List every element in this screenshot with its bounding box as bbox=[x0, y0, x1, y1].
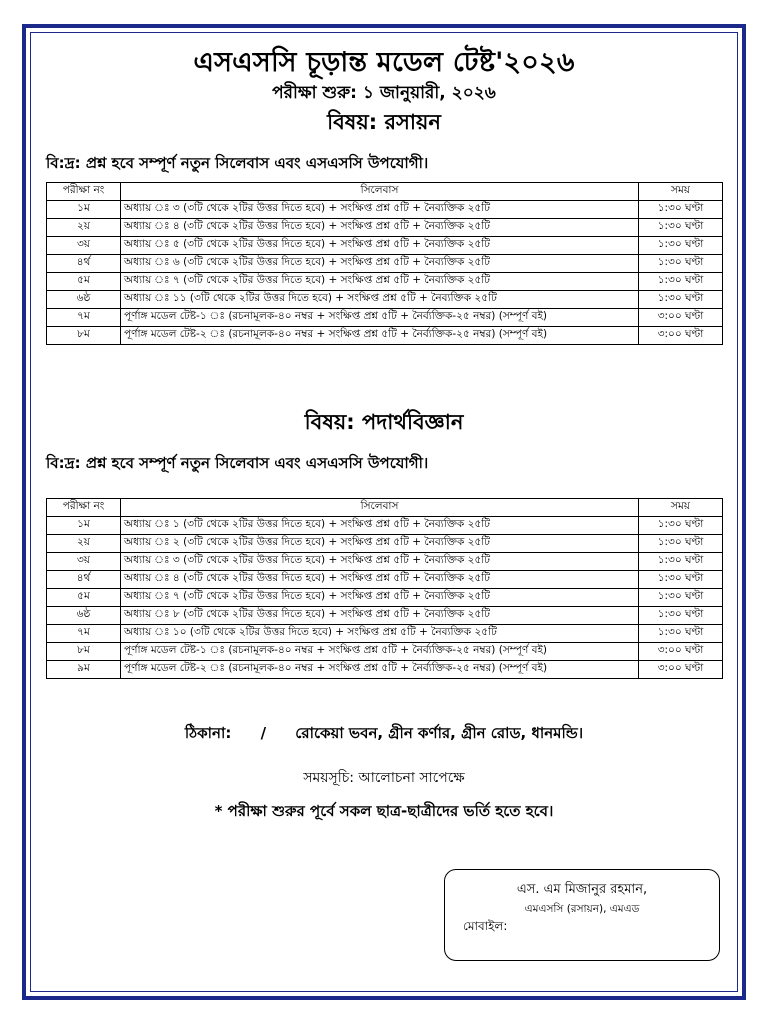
teacher-name: এস. এম মিজানুর রহমান, bbox=[516, 882, 648, 897]
table-row bbox=[47, 535, 723, 553]
syllabus-cell: অধ্যায় ঃ ৪ (৩টি থেকে ২টির উত্তর দিতে হবে) + সংক্ষিপ্ত প্রশ্ন ৫টি + নৈব্যক্তিক ২৫টি bbox=[121, 571, 639, 589]
exam-number-cell: ৩য় bbox=[47, 553, 121, 571]
mobile-label: মোবাইল: bbox=[463, 919, 508, 933]
header-time: সময় bbox=[639, 499, 723, 517]
syllabus-cell: পূর্ণাঙ্গ মডেল টেষ্ট-১ ঃ (রচনামূলক-৪০ নম্বর + সংক্ষিপ্ত প্রশ্ন ৫টি + নৈর্ব্যক্তিক-২৫ নম্বর) (সম্পূর্ণ বই) bbox=[121, 309, 639, 327]
table-row bbox=[47, 625, 723, 643]
table-header-row bbox=[47, 183, 723, 201]
duration-cell: ১:৩০ ঘণ্টা bbox=[639, 291, 723, 309]
syllabus-cell: অধ্যায় ঃ ৭ (৩টি থেকে ২টির উত্তর দিতে হবে) + সংক্ষিপ্ত প্রশ্ন ৫টি + নৈব্যক্তিক ২৫টি bbox=[121, 589, 639, 607]
signature-box bbox=[444, 869, 720, 961]
header-time: সময় bbox=[639, 183, 723, 201]
table-row bbox=[47, 201, 723, 219]
duration-cell: ১:৩০ ঘণ্টা bbox=[639, 201, 723, 219]
subject-chemistry-heading: বিষয়: রসায়ন bbox=[327, 110, 441, 134]
exam-number-cell: ৯ম bbox=[47, 661, 121, 679]
header-exam-no: পরীক্ষা নং bbox=[47, 499, 121, 517]
syllabus-cell: অধ্যায় ঃ ৫ (৩টি থেকে ২টির উত্তর দিতে হবে) + সংক্ষিপ্ত প্রশ্ন ৫টি + নৈব্যক্তিক ২৫টি bbox=[121, 237, 639, 255]
table-row bbox=[47, 553, 723, 571]
table-row bbox=[47, 219, 723, 237]
table-row bbox=[47, 255, 723, 273]
duration-cell: ১:৩০ ঘণ্টা bbox=[639, 607, 723, 625]
syllabus-cell: অধ্যায় ঃ ১ (৩টি থেকে ২টির উত্তর দিতে হবে) + সংক্ষিপ্ত প্রশ্ন ৫টি + নৈব্যক্তিক ২৫টি bbox=[121, 517, 639, 535]
chemistry-schedule-table bbox=[46, 182, 723, 345]
syllabus-cell: অধ্যায় ঃ ৪ (৩টি থেকে ২টির উত্তর দিতে হবে) + সংক্ষিপ্ত প্রশ্ন ৫টি + নৈব্যক্তিক ২৫টি bbox=[121, 219, 639, 237]
table-row bbox=[47, 273, 723, 291]
syllabus-cell: অধ্যায় ঃ ৩ (৩টি থেকে ২টির উত্তর দিতে হবে) + সংক্ষিপ্ত প্রশ্ন ৫টি + নৈব্যক্তিক ২৫টি bbox=[121, 201, 639, 219]
address-line bbox=[30, 722, 738, 747]
syllabus-cell: পূর্ণাঙ্গ মডেল টেষ্ট-২ ঃ (রচনামূলক-৪০ নম্বর + সংক্ষিপ্ত প্রশ্ন ৫টি + নৈর্ব্যক্তিক-২৫ নম্বর) (সম্পূর্ণ বই) bbox=[121, 327, 639, 345]
address-separator: / bbox=[260, 724, 267, 742]
duration-cell: ১:৩০ ঘণ্টা bbox=[639, 273, 723, 291]
table-row bbox=[47, 327, 723, 345]
table-row bbox=[47, 589, 723, 607]
table-row bbox=[47, 237, 723, 255]
exam-number-cell: ৭ম bbox=[47, 309, 121, 327]
syllabus-cell: অধ্যায় ঃ ১০ (৩টি থেকে ২টির উত্তর দিতে হবে) + সংক্ষিপ্ত প্রশ্ন ৫টি + নৈব্যক্তিক ২৫টি bbox=[121, 625, 639, 643]
header-syllabus: সিলেবাস bbox=[121, 499, 639, 517]
duration-cell: ১:৩০ ঘণ্টা bbox=[639, 535, 723, 553]
duration-cell: ৩:০০ ঘণ্টা bbox=[639, 327, 723, 345]
page-title: এসএসসি চূড়ান্ত মডেল টেষ্ট'২০২৬ bbox=[193, 47, 575, 78]
table-row bbox=[47, 517, 723, 535]
table-row bbox=[47, 309, 723, 327]
address-value: রোকেয়া ভবন, গ্রীন কর্ণার, গ্রীন রোড, ধানমন্ডি। bbox=[295, 724, 584, 742]
duration-cell: ৩:০০ ঘণ্টা bbox=[639, 309, 723, 327]
exam-number-cell: ৮ম bbox=[47, 327, 121, 345]
chemistry-note: বি:দ্র: প্রশ্ন হবে সম্পূর্ণ নতুন সিলেবাস এবং এসএসসি উপযোগী। bbox=[46, 154, 429, 172]
duration-cell: ১:৩০ ঘণ্টা bbox=[639, 255, 723, 273]
duration-cell: ১:৩০ ঘণ্টা bbox=[639, 625, 723, 643]
syllabus-cell: পূর্ণাঙ্গ মডেল টেষ্ট-১ ঃ (রচনামূলক-৪০ নম্বর + সংক্ষিপ্ত প্রশ্ন ৫টি + নৈর্ব্যক্তিক-২৫ নম্বর) (সম্পূর্ণ বই) bbox=[121, 643, 639, 661]
duration-cell: ১:৩০ ঘণ্টা bbox=[639, 553, 723, 571]
syllabus-cell: অধ্যায় ঃ ৮ (৩টি থেকে ২টির উত্তর দিতে হবে) + সংক্ষিপ্ত প্রশ্ন ৫টি + নৈব্যক্তিক ২৫টি bbox=[121, 607, 639, 625]
exam-number-cell: ২য় bbox=[47, 535, 121, 553]
exam-number-cell: ৭ম bbox=[47, 625, 121, 643]
admission-note: * পরীক্ষা শুরুর পূর্বে সকল ছাত্র-ছাত্রীদের ভর্তি হতে হবে। bbox=[214, 802, 554, 820]
header-exam-no: পরীক্ষা নং bbox=[47, 183, 121, 201]
duration-cell: ৩:০০ ঘণ্টা bbox=[639, 643, 723, 661]
table-row bbox=[47, 291, 723, 309]
table-row bbox=[47, 643, 723, 661]
exam-number-cell: ৫ম bbox=[47, 589, 121, 607]
header-syllabus: সিলেবাস bbox=[121, 183, 639, 201]
table-row bbox=[47, 571, 723, 589]
syllabus-cell: অধ্যায় ঃ ৬ (৩টি থেকে ২টির উত্তর দিতে হবে) + সংক্ষিপ্ত প্রশ্ন ৫টি + নৈব্যক্তিক ২৫টি bbox=[121, 255, 639, 273]
physics-schedule-table bbox=[46, 498, 723, 679]
exam-start-date: পরীক্ষা শুরু: ১ জানুয়ারী, ২০২৬ bbox=[272, 83, 496, 103]
schedule-note: সময়সূচি: আলোচনা সাপেক্ষে bbox=[303, 770, 465, 786]
table-row bbox=[47, 661, 723, 679]
exam-number-cell: ৪র্থ bbox=[47, 255, 121, 273]
exam-number-cell: ৩য় bbox=[47, 237, 121, 255]
exam-number-cell: ৬ষ্ঠ bbox=[47, 607, 121, 625]
exam-number-cell: ১ম bbox=[47, 201, 121, 219]
teacher-degree: এমএসসি (রসায়ন), এমএড bbox=[524, 903, 640, 915]
syllabus-cell: অধ্যায় ঃ ১১ (৩টি থেকে ২টির উত্তর দিতে হবে) + সংক্ষিপ্ত প্রশ্ন ৫টি + নৈব্যক্তিক ২৫টি bbox=[121, 291, 639, 309]
duration-cell: ১:৩০ ঘণ্টা bbox=[639, 219, 723, 237]
duration-cell: ১:৩০ ঘণ্টা bbox=[639, 237, 723, 255]
duration-cell: ৩:০০ ঘণ্টা bbox=[639, 661, 723, 679]
exam-number-cell: ৫ম bbox=[47, 273, 121, 291]
table-row bbox=[47, 607, 723, 625]
duration-cell: ১:৩০ ঘণ্টা bbox=[639, 589, 723, 607]
table-header-row bbox=[47, 499, 723, 517]
address-label: ঠিকানা: bbox=[184, 724, 232, 742]
exam-number-cell: ৮ম bbox=[47, 643, 121, 661]
exam-number-cell: ১ম bbox=[47, 517, 121, 535]
syllabus-cell: অধ্যায় ঃ ২ (৩টি থেকে ২টির উত্তর দিতে হবে) + সংক্ষিপ্ত প্রশ্ন ৫টি + নৈব্যক্তিক ২৫টি bbox=[121, 535, 639, 553]
subject-physics-heading: বিষয়: পদার্থবিজ্ঞান bbox=[304, 410, 464, 434]
exam-number-cell: ২য় bbox=[47, 219, 121, 237]
duration-cell: ১:৩০ ঘণ্টা bbox=[639, 517, 723, 535]
physics-note: বি:দ্র: প্রশ্ন হবে সম্পূর্ণ নতুন সিলেবাস এবং এসএসসি উপযোগী। bbox=[46, 454, 429, 472]
duration-cell: ১:৩০ ঘণ্টা bbox=[639, 571, 723, 589]
syllabus-cell: অধ্যায় ঃ ৩ (৩টি থেকে ২টির উত্তর দিতে হবে) + সংক্ষিপ্ত প্রশ্ন ৫টি + নৈব্যক্তিক ২৫টি bbox=[121, 553, 639, 571]
exam-number-cell: ৪র্থ bbox=[47, 571, 121, 589]
syllabus-cell: পূর্ণাঙ্গ মডেল টেষ্ট-২ ঃ (রচনামূলক-৪০ নম্বর + সংক্ষিপ্ত প্রশ্ন ৫টি + নৈর্ব্যক্তিক-২৫ নম্বর) (সম্পূর্ণ বই) bbox=[121, 661, 639, 679]
exam-number-cell: ৬ষ্ঠ bbox=[47, 291, 121, 309]
syllabus-cell: অধ্যায় ঃ ৭ (৩টি থেকে ২টির উত্তর দিতে হবে) + সংক্ষিপ্ত প্রশ্ন ৫টি + নৈব্যক্তিক ২৫টি bbox=[121, 273, 639, 291]
